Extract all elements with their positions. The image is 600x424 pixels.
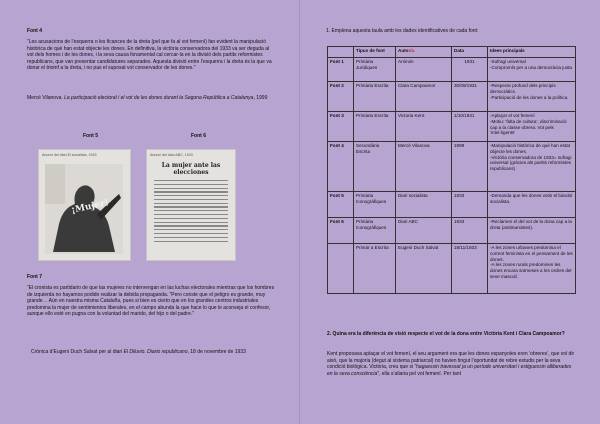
table-row bbox=[328, 218, 576, 244]
table-row bbox=[328, 58, 576, 82]
font4-citation bbox=[27, 95, 275, 102]
answer-part2: , ella s’aliaria pel vot femení. Per tant bbox=[378, 370, 461, 377]
answer-part1: Kent proposava aplaçar el vot femení, el seu argument era que les dones espanyoles eren ‘obreres’, que vol dir això, que la majoria (degut al sistema patriarcal) no havien tingut l’oportunitat de rebre estudis per la seva condició biològica. Victòria, creu que si bbox=[327, 351, 575, 371]
font5-poster-headline: ¡Mujer! bbox=[70, 198, 110, 216]
font7-cite-prefix: Crònica d’Eugeni Duch Salvat per al diari bbox=[31, 349, 124, 355]
cell-idees: -A les zones urbanes predomina el corrent feminista en el pensament de les dones. -A les zones rurals predominen les dones encara sotmeses a les ordres del sexe masculí. bbox=[488, 244, 576, 294]
cell-idees: -Respecte profund dels principis democràtics. -Participació de les dones a la política. bbox=[488, 82, 576, 112]
cell-idees: -Reclamen el del vot de la dona cap a la dreta (antimarxistes). bbox=[488, 218, 576, 244]
font5-poster-image bbox=[38, 149, 131, 261]
cell-tipus: Primària Escrita bbox=[354, 112, 396, 142]
row-label: Font 4 bbox=[328, 142, 354, 192]
cell-data: 1/10/1931 bbox=[452, 112, 488, 142]
font4-cite-title: La participació electoral i el vot de les dones durant la Segona República a Catalunya bbox=[64, 95, 254, 101]
font6-label: Font 6 bbox=[191, 133, 206, 139]
table-header-cell: Tipus de font bbox=[354, 47, 396, 58]
font5-label: Font 5 bbox=[83, 133, 98, 139]
table-row bbox=[328, 112, 576, 142]
row-label: Font 1 bbox=[328, 58, 354, 82]
cell-data: 1933 bbox=[452, 192, 488, 218]
table-row bbox=[328, 142, 576, 192]
table-header-cell: Idees principals bbox=[488, 47, 576, 58]
cell-data: 18/11/1933 bbox=[452, 244, 488, 294]
cell-data: 30/09/1931 bbox=[452, 82, 488, 112]
row-label: Font 2 bbox=[328, 82, 354, 112]
font5-image-caption: Anunci del diari El socialista, 1933 bbox=[42, 153, 97, 157]
table-row bbox=[328, 244, 576, 294]
row-label: Font 3 bbox=[328, 112, 354, 142]
font6-image-caption: Anunci del diari ABC, 1933 bbox=[150, 153, 193, 157]
cell-idees: -Demanda que les dones votin el bàndol socialista. bbox=[488, 192, 576, 218]
table-header-row bbox=[328, 47, 576, 58]
row-label: Font 5 bbox=[328, 192, 354, 218]
font4-cite-year: , 1999 bbox=[253, 95, 268, 101]
cell-tipus: Primària Iconogràfiques bbox=[354, 218, 396, 244]
cell-data: 1999 bbox=[452, 142, 488, 192]
question-2-answer bbox=[327, 351, 577, 377]
table-header-cell bbox=[328, 47, 354, 58]
cell-idees: -Manipulació històrica de què han estat objecte les dones. -Victòria conservadora de 1933= sufragi universal (gràcies als partits reformistes republicans) bbox=[488, 142, 576, 192]
table-row bbox=[328, 192, 576, 218]
author-header-main: Auto bbox=[398, 48, 409, 53]
cell-tipus: Primària Iconogràfiques bbox=[354, 192, 396, 218]
cell-tipus: Secundària Escrita bbox=[354, 142, 396, 192]
cell-tipus: Primària Jurídiques bbox=[354, 58, 396, 82]
sources-table bbox=[327, 46, 576, 294]
cell-autor: Mercè Vilanova bbox=[396, 142, 452, 192]
font4-title: Font 4 bbox=[27, 28, 42, 34]
font7-quote: “El cronista es partidario de que las mujeres no intervengan en las luchas electorales mientras que los hombres de izquierda no hayamos podido realizar la debida propaganda. “Pero conste que el peligro es grande, muy grande… Aún en nuestra misma Cataluña, pues si bien es cierto que en los grandes centros industriales predomina la mujer de sentimientos liberales, en el campo abunda la que hace lo que le aconseja el confesor, aunque ello esté en pugna con la voluntad del marido, del hijo o del padre.” bbox=[27, 285, 275, 318]
font4-cite-author: Mercè Vilanova. bbox=[27, 95, 65, 101]
cell-autor: Diari ABC bbox=[396, 218, 452, 244]
cell-idees: -Sufragi universal -Compromís per a una democràcia justa bbox=[488, 58, 576, 82]
question-1: 1. Emplena aquesta taula amb les dades identificatives de cada font: bbox=[326, 28, 479, 34]
cell-data: 1933 bbox=[452, 218, 488, 244]
cell-data: 1931 bbox=[452, 58, 488, 82]
cell-autor: Eugeni Duch Salvat bbox=[396, 244, 452, 294]
cell-autor: Anònim bbox=[396, 58, 452, 82]
font7-cite-paper: El Diluvio. Diario republicano bbox=[123, 349, 188, 355]
font7-title: Font 7 bbox=[27, 274, 42, 280]
cell-tipus: Primàr a Escrita bbox=[354, 244, 396, 294]
cell-autor: Diari socialista bbox=[396, 192, 452, 218]
cell-autor: Clara Campoamor bbox=[396, 82, 452, 112]
table-row bbox=[328, 82, 576, 112]
cell-tipus: Primària Escrita bbox=[354, 82, 396, 112]
question-2: 2. Quina era la diferència de visió respecte el vot de la dona entre Victòria Kent i Clara Campoamor? bbox=[327, 331, 565, 337]
author-header-red: r/a bbox=[408, 48, 415, 53]
font7-citation bbox=[31, 349, 275, 356]
cell-idees: -Aplaçar el vot femení -Motiu: ‘falta de cultura’, discriminació cap a la classe obrera. Vot pels ‘intel·ligents’ bbox=[488, 112, 576, 142]
cell-autor: Victoria Kent. bbox=[396, 112, 452, 142]
row-label bbox=[328, 244, 354, 294]
font6-article-headline: La mujer ante las elecciones bbox=[161, 162, 221, 176]
font6-article-image bbox=[146, 149, 236, 261]
answer-quote: “haguessin travessat ja un període universitari i estiguessin alliberades en la seva consciència” bbox=[327, 364, 572, 377]
row-label: Font 6 bbox=[328, 218, 354, 244]
font4-quote: “Les acusacions de l’esquerra o les ficances de la dreta (pel que fa al vot femení) fan evident la manipulació històrica de què han estat objecte les dones. En definitiva, la victòria conservadora del 1933 va ser deguda al vot dels homes i de les dones, i la seva causa fonamental cal cercar-la en la divisió dels partits reformistes republicans, que van presentar candidatures separades. Aquesta divisió entre l’esquerra i la dreta és la que va donar el triomf a la dreta, i no pas el suposat vot conservador de les dones.” bbox=[27, 39, 272, 72]
table-header-cell: Data bbox=[452, 47, 488, 58]
font7-cite-date: , 18 de novembre de 1933 bbox=[187, 349, 246, 355]
table-header-cell bbox=[396, 47, 452, 58]
font6-article-body-lines bbox=[154, 180, 228, 244]
